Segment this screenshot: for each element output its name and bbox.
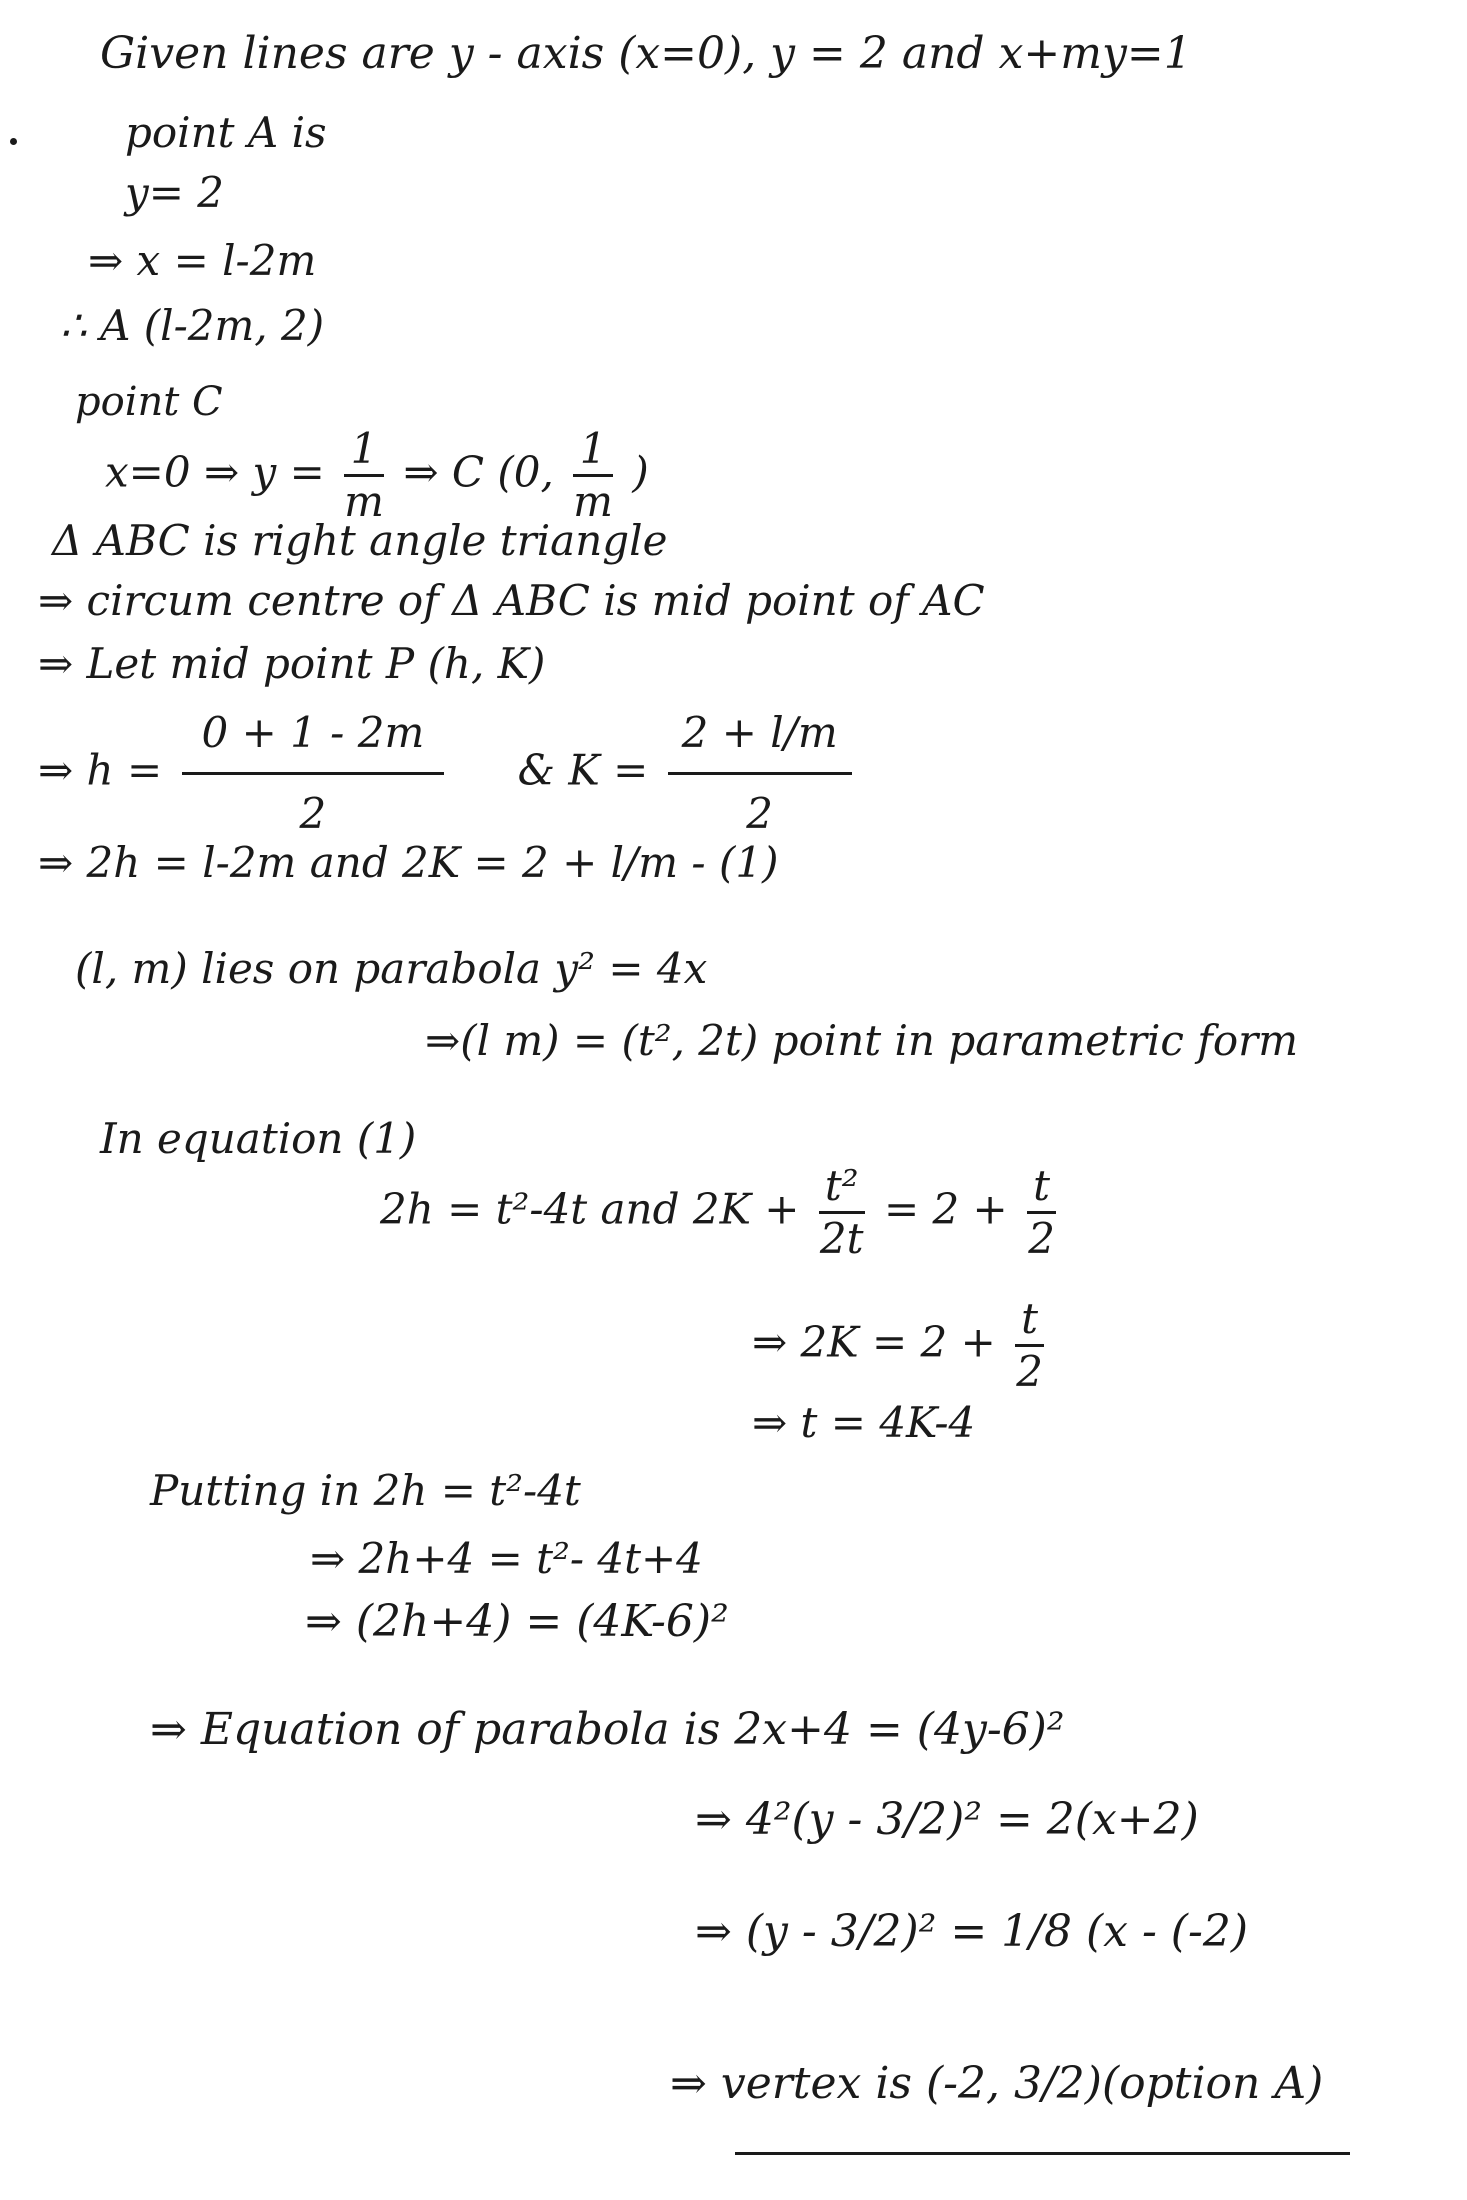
fraction-numerator: t² bbox=[819, 1165, 865, 1214]
fraction-denominator: 2 bbox=[746, 789, 774, 838]
c-expression-start: x=0 ⇒ y = bbox=[105, 447, 325, 497]
line-substitution bbox=[380, 1161, 1062, 1263]
line-in-equation: In equation (1) bbox=[100, 1114, 417, 1163]
fraction-denominator: m bbox=[573, 477, 613, 526]
line-squared-form: ⇒ (2h+4) = (4K-6)² bbox=[305, 1596, 729, 1647]
fraction-numerator: 0 + 1 - 2m bbox=[182, 712, 445, 775]
answer-underline bbox=[735, 2152, 1350, 2155]
implies-symbol: ⇒ bbox=[670, 2058, 707, 2109]
line-equation-of-parabola: ⇒ Equation of parabola is 2x+4 = (4y-6)² bbox=[150, 1704, 1065, 1755]
fraction-denominator: 2 bbox=[1016, 1347, 1043, 1396]
vertex-label: vertex is bbox=[720, 2058, 912, 2109]
line-mid-point: ⇒ Let mid point P (h, K) bbox=[38, 639, 546, 688]
c-expression-end: ) bbox=[632, 447, 649, 497]
fraction-denominator: 2 bbox=[299, 789, 327, 838]
c-expression-mid: ⇒ C (0, bbox=[403, 447, 554, 497]
fraction-numerator: t bbox=[1015, 1298, 1044, 1347]
line-y-equals-2: y= 2 bbox=[125, 168, 224, 217]
line-right-triangle: Δ ABC is right angle triangle bbox=[52, 516, 668, 565]
line-h-and-k bbox=[38, 708, 858, 838]
twok-start: ⇒ 2K = 2 + bbox=[752, 1317, 996, 1367]
line-standard-form: ⇒ (y - 3/2)² = 1/8 (x - (-2) bbox=[695, 1906, 1248, 1957]
line-point-a: point A is bbox=[125, 108, 327, 157]
fraction-denominator: 2 bbox=[1028, 1214, 1055, 1263]
k-label: & K = bbox=[517, 745, 649, 795]
fraction-t-squared-over-2t bbox=[819, 1161, 865, 1263]
fraction-one-over-m bbox=[344, 424, 384, 526]
fraction-denominator: 2t bbox=[819, 1214, 864, 1263]
margin-dot bbox=[10, 138, 17, 145]
substitution-mid: = 2 + bbox=[883, 1184, 1008, 1234]
line-a-coordinates: ∴ A (l-2m, 2) bbox=[60, 301, 325, 350]
line-parabola: (l, m) lies on parabola y² = 4x bbox=[75, 944, 708, 993]
fraction-t-over-2-b bbox=[1015, 1294, 1044, 1396]
line-c-coordinates bbox=[105, 424, 649, 526]
fraction-h bbox=[182, 708, 445, 838]
line-given: Given lines are y - axis (x=0), y = 2 and x+my=1 bbox=[100, 28, 1192, 79]
fraction-numerator: t bbox=[1027, 1165, 1056, 1214]
line-circumcentre: ⇒ circum centre of Δ ABC is mid point of AC bbox=[38, 576, 985, 625]
line-vertex-answer bbox=[670, 2058, 1324, 2109]
line-point-c: point C bbox=[75, 379, 223, 425]
fraction-t-over-2 bbox=[1027, 1161, 1056, 1263]
line-2k bbox=[752, 1294, 1050, 1396]
line-2h-plus-4: ⇒ 2h+4 = t²- 4t+4 bbox=[310, 1534, 703, 1583]
fraction-k bbox=[668, 708, 852, 838]
fraction-numerator: 1 bbox=[344, 428, 384, 477]
line-t-value: ⇒ t = 4K-4 bbox=[752, 1398, 976, 1447]
fraction-numerator: 2 + l/m bbox=[668, 712, 852, 775]
vertex-coordinates: (-2, 3/2)(option A) bbox=[925, 2058, 1324, 2109]
fraction-denominator: m bbox=[344, 477, 384, 526]
line-parametric: ⇒(l m) = (t², 2t) point in parametric form bbox=[425, 1016, 1299, 1065]
substitution-start: 2h = t²-4t and 2K + bbox=[380, 1184, 800, 1234]
fraction-one-over-m-2 bbox=[573, 424, 613, 526]
fraction-numerator: 1 bbox=[573, 428, 613, 477]
h-label: ⇒ h = bbox=[38, 745, 163, 795]
line-x-value: ⇒ x = l-2m bbox=[88, 236, 317, 285]
line-equation-one: ⇒ 2h = l-2m and 2K = 2 + l/m - (1) bbox=[38, 838, 779, 887]
line-putting-in: Putting in 2h = t²-4t bbox=[150, 1466, 581, 1515]
line-expanded-form: ⇒ 4²(y - 3/2)² = 2(x+2) bbox=[695, 1794, 1199, 1845]
